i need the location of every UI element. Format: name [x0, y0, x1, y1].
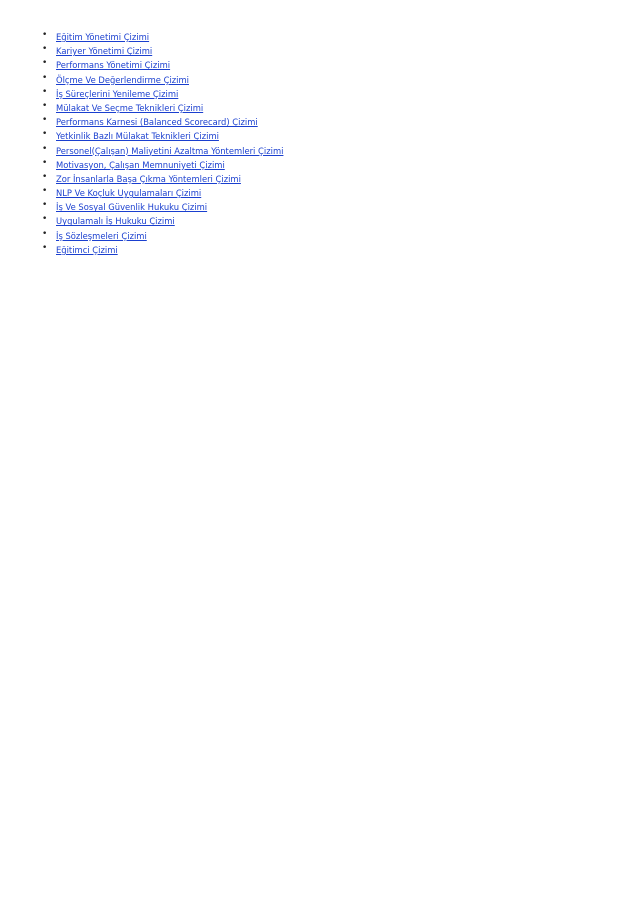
- bullet: •: [42, 44, 48, 55]
- list-item: [42, 184, 283, 198]
- bullet: •: [42, 200, 48, 211]
- bullet: •: [42, 30, 48, 40]
- list-item: [42, 42, 283, 56]
- link-is-sosyal-guvenlik[interactable]: İş Ve Sosyal Güvenlik Hukuku Çizimi: [56, 202, 208, 213]
- link-performans-yonetimi[interactable]: Performans Yönetimi Çizimi: [56, 60, 171, 71]
- bullet: •: [42, 157, 48, 168]
- link-egitimci[interactable]: Eğitimci Çizimi: [56, 244, 118, 255]
- bullet: •: [42, 143, 48, 154]
- bullet: •: [42, 214, 48, 225]
- link-is-sozlesmeleri[interactable]: İş Sözleşmeleri Çizimi: [56, 230, 147, 241]
- link-olcme-degerlendirme[interactable]: Ölçme Ve Değerlendirme Çizimi: [56, 74, 189, 85]
- bullet: •: [42, 58, 48, 69]
- list-item: [42, 198, 283, 212]
- link-yetkinlik-bazli[interactable]: Yetkinlik Bazlı Mülakat Teknikleri Çizimi: [56, 131, 219, 142]
- link-kariyer-yonetimi[interactable]: Kariyer Yönetimi Çizimi: [56, 46, 153, 57]
- list-item: [42, 28, 283, 42]
- bullet: •: [42, 86, 48, 97]
- list-item: [42, 212, 283, 226]
- list-item: [42, 241, 283, 255]
- list-item: [42, 113, 283, 127]
- link-personel-maliyeti[interactable]: Personel(Çalışan) Maliyetini Azaltma Yöntemleri Çizimi: [56, 145, 284, 156]
- link-list: [42, 28, 283, 255]
- list-item: [42, 85, 283, 99]
- link-zor-insanlar[interactable]: Zor İnsanlarla Başa Çıkma Yöntemleri Çizimi: [56, 173, 241, 184]
- link-nlp-kocluk[interactable]: NLP Ve Koçluk Uygulamaları Çizimi: [56, 188, 202, 199]
- bullet: •: [42, 115, 48, 126]
- list-item: [42, 170, 283, 184]
- list-item: [42, 142, 283, 156]
- link-uygulamali-is-hukuku[interactable]: Uygulamalı İş Hukuku Çizimi: [56, 216, 175, 227]
- bullet: •: [42, 171, 48, 182]
- list-item: [42, 71, 283, 85]
- list-item: [42, 99, 283, 113]
- bullet: •: [42, 228, 48, 239]
- bullet: •: [42, 186, 48, 197]
- bullet: •: [42, 100, 48, 111]
- list-item: [42, 56, 283, 70]
- bullet: •: [42, 129, 48, 140]
- bullet: •: [42, 242, 48, 253]
- list-item: [42, 156, 283, 170]
- list-item: [42, 227, 283, 241]
- list-item: [42, 127, 283, 141]
- link-is-surecleri[interactable]: İş Süreçlerini Yenileme Çizimi: [56, 88, 179, 99]
- link-mulakat-secme[interactable]: Mülakat Ve Seçme Teknikleri Çizimi: [56, 102, 204, 113]
- bullet: •: [42, 72, 48, 83]
- link-motivasyon[interactable]: Motivasyon, Çalışan Memnuniyeti Çizimi: [56, 159, 225, 170]
- link-egitim-yonetimi[interactable]: Eğitim Yönetimi Çizimi: [56, 32, 150, 42]
- link-performans-karnesi[interactable]: Performans Karnesi (Balanced Scorecard) Çizimi: [56, 117, 258, 128]
